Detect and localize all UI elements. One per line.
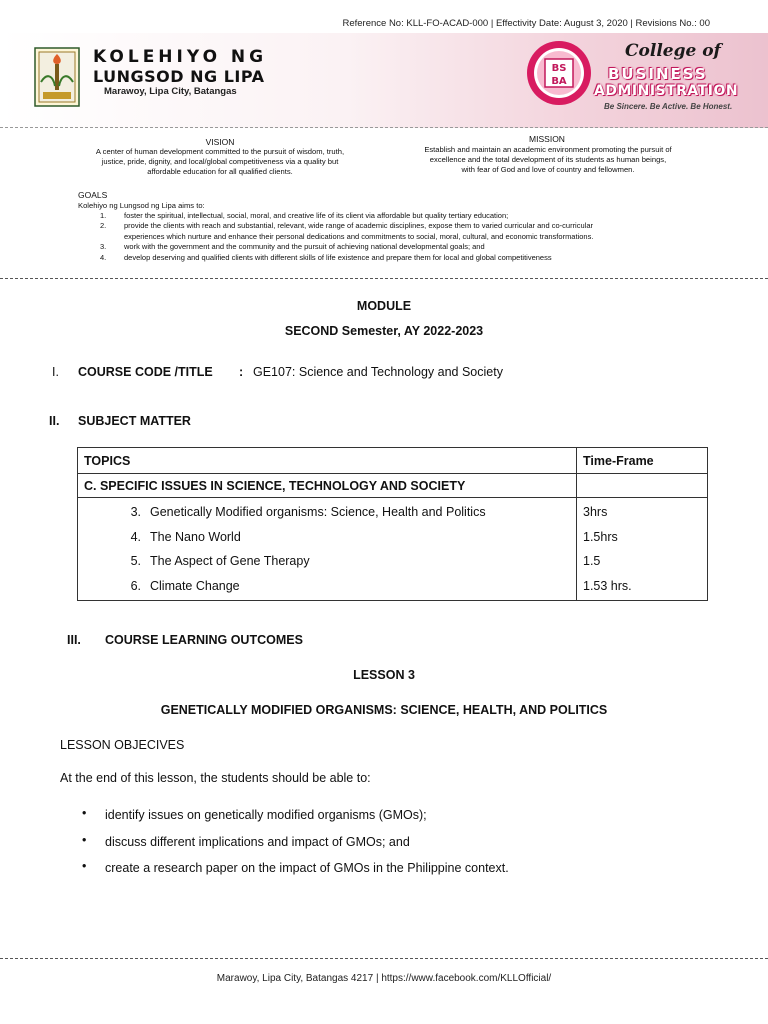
course-code-title: GE107: Science and Technology and Society: [253, 365, 503, 379]
objective-item: create a research paper on the impact of GMOs in the Philippine context.: [105, 861, 509, 875]
college-line1: College of: [625, 41, 721, 61]
section3-number: III.: [67, 633, 81, 647]
school-name-line2: LUNGSOD NG LIPA: [93, 67, 265, 86]
time-frame-header: Time-Frame: [577, 448, 708, 474]
reference-line: Reference No: KLL-FO-ACAD-000 | Effectivity Date: August 3, 2020 | Revisions No.: 00: [342, 18, 710, 29]
table-subheading: C. SPECIFIC ISSUES IN SCIENCE, TECHNOLOGY AND SOCIETY: [78, 474, 577, 498]
table-items-row: [78, 498, 708, 601]
lesson-number: LESSON 3: [353, 668, 415, 682]
section1-label: COURSE CODE /TITLE: [78, 365, 213, 379]
bsba-bottom-text: BA: [551, 76, 567, 87]
section1-number: I.: [52, 365, 59, 379]
school-name-line1: KOLEHIYO NG: [93, 47, 268, 67]
goals-heading: GOALS: [78, 190, 108, 200]
mission-line: excellence and the total development of its students as human beings,: [429, 155, 667, 164]
vision-line: affordable education for all qualified clients.: [147, 167, 293, 176]
module-title: MODULE: [356, 299, 412, 313]
bsba-top-text: BS: [551, 63, 567, 74]
objective-item: discuss different implications and impact of GMOs; and: [105, 835, 410, 849]
footer-divider: [0, 958, 768, 959]
goals-intro: Kolehiyo ng Lungsod ng Lipa aims to:: [78, 201, 205, 210]
college-line3: ADMINISTRATION: [594, 83, 739, 99]
goal-item: experiences which nurture and enhance their personal dedications and commitments to social, moral, cultural, and economic transformations.: [124, 232, 594, 241]
table-header-row: [78, 448, 708, 474]
goal-item: 3. work with the government and the community and the pursuit of achieving national developmental goals; and: [100, 242, 485, 251]
mission-heading: MISSION: [529, 134, 565, 144]
time-list-cell: [577, 498, 708, 601]
topics-table: [77, 447, 708, 601]
time-item: 1.5: [583, 554, 601, 568]
bullet-icon: •: [82, 806, 87, 820]
header-banner: [0, 33, 768, 128]
time-item: 1.5hrs: [583, 529, 618, 544]
vision-heading: VISION: [205, 137, 235, 147]
topic-item: 3. Genetically Modified organisms: Science, Health and Politics: [130, 505, 486, 519]
lesson-objectives-label: LESSON OBJECIVES: [60, 738, 185, 752]
table-subheading-row: [78, 474, 708, 498]
vision-text: [50, 147, 390, 177]
section1-colon: :: [239, 365, 244, 379]
college-line2: BUSINESS: [608, 65, 708, 83]
topic-item: 6. Climate Change: [130, 578, 240, 593]
goal-item: 1. foster the spiritual, intellectual, social, moral, and creative life of its client via affordable but quality tertiary education;: [100, 211, 509, 220]
topics-list-cell: [78, 498, 577, 601]
lesson-title: GENETICALLY MODIFIED ORGANISMS: SCIENCE, HEALTH, AND POLITICS: [160, 703, 608, 717]
topic-item: 5. The Aspect of Gene Therapy: [130, 554, 310, 568]
goal-item: 2. provide the clients with reach and substantial, relevant, wide range of academic disciplines, expose them to varied curricular and co-curricular: [100, 221, 593, 230]
semester-title: SECOND Semester, AY 2022-2023: [284, 324, 484, 338]
section2-label: SUBJECT MATTER: [78, 414, 191, 428]
topics-header: TOPICS: [78, 448, 577, 474]
header-divider: [0, 278, 768, 279]
college-tagline: Be Sincere. Be Active. Be Honest.: [604, 102, 733, 111]
objective-item: identify issues on genetically modified organisms (GMOs);: [105, 808, 427, 822]
topic-item: 4. The Nano World: [130, 529, 241, 544]
time-item: 1.53 hrs.: [583, 578, 632, 593]
goal-item: 4. develop deserving and qualified clients with different skills of life existence and prepare them for local and global competitiveness: [100, 253, 552, 262]
section2-number: II.: [49, 414, 60, 428]
table-subheading-time: [577, 474, 708, 498]
time-item: 3hrs: [583, 505, 608, 519]
bullet-icon: •: [82, 833, 87, 847]
mission-line: Establish and maintain an academic environment promoting the pursuit of: [424, 145, 672, 154]
school-seal-logo: [29, 42, 85, 118]
footer-address: Marawoy, Lipa City, Batangas 4217 | https://www.facebook.com/KLLOfficial/: [216, 973, 552, 984]
lesson-objectives-intro: At the end of this lesson, the students should be able to:: [60, 771, 371, 785]
mission-text: [388, 145, 708, 175]
section3-label: COURSE LEARNING OUTCOMES: [105, 633, 303, 647]
bullet-icon: •: [82, 859, 87, 873]
mission-line: with fear of God and love of country and fellowmen.: [461, 165, 635, 174]
school-location: Marawoy, Lipa City, Batangas: [104, 86, 237, 97]
vision-line: A center of human development committed to the pursuit of wisdom, truth,: [95, 147, 345, 156]
vision-line: justice, pride, dignity, and local/global competitiveness via a quality but: [101, 157, 339, 166]
bsba-logo: [526, 40, 592, 106]
